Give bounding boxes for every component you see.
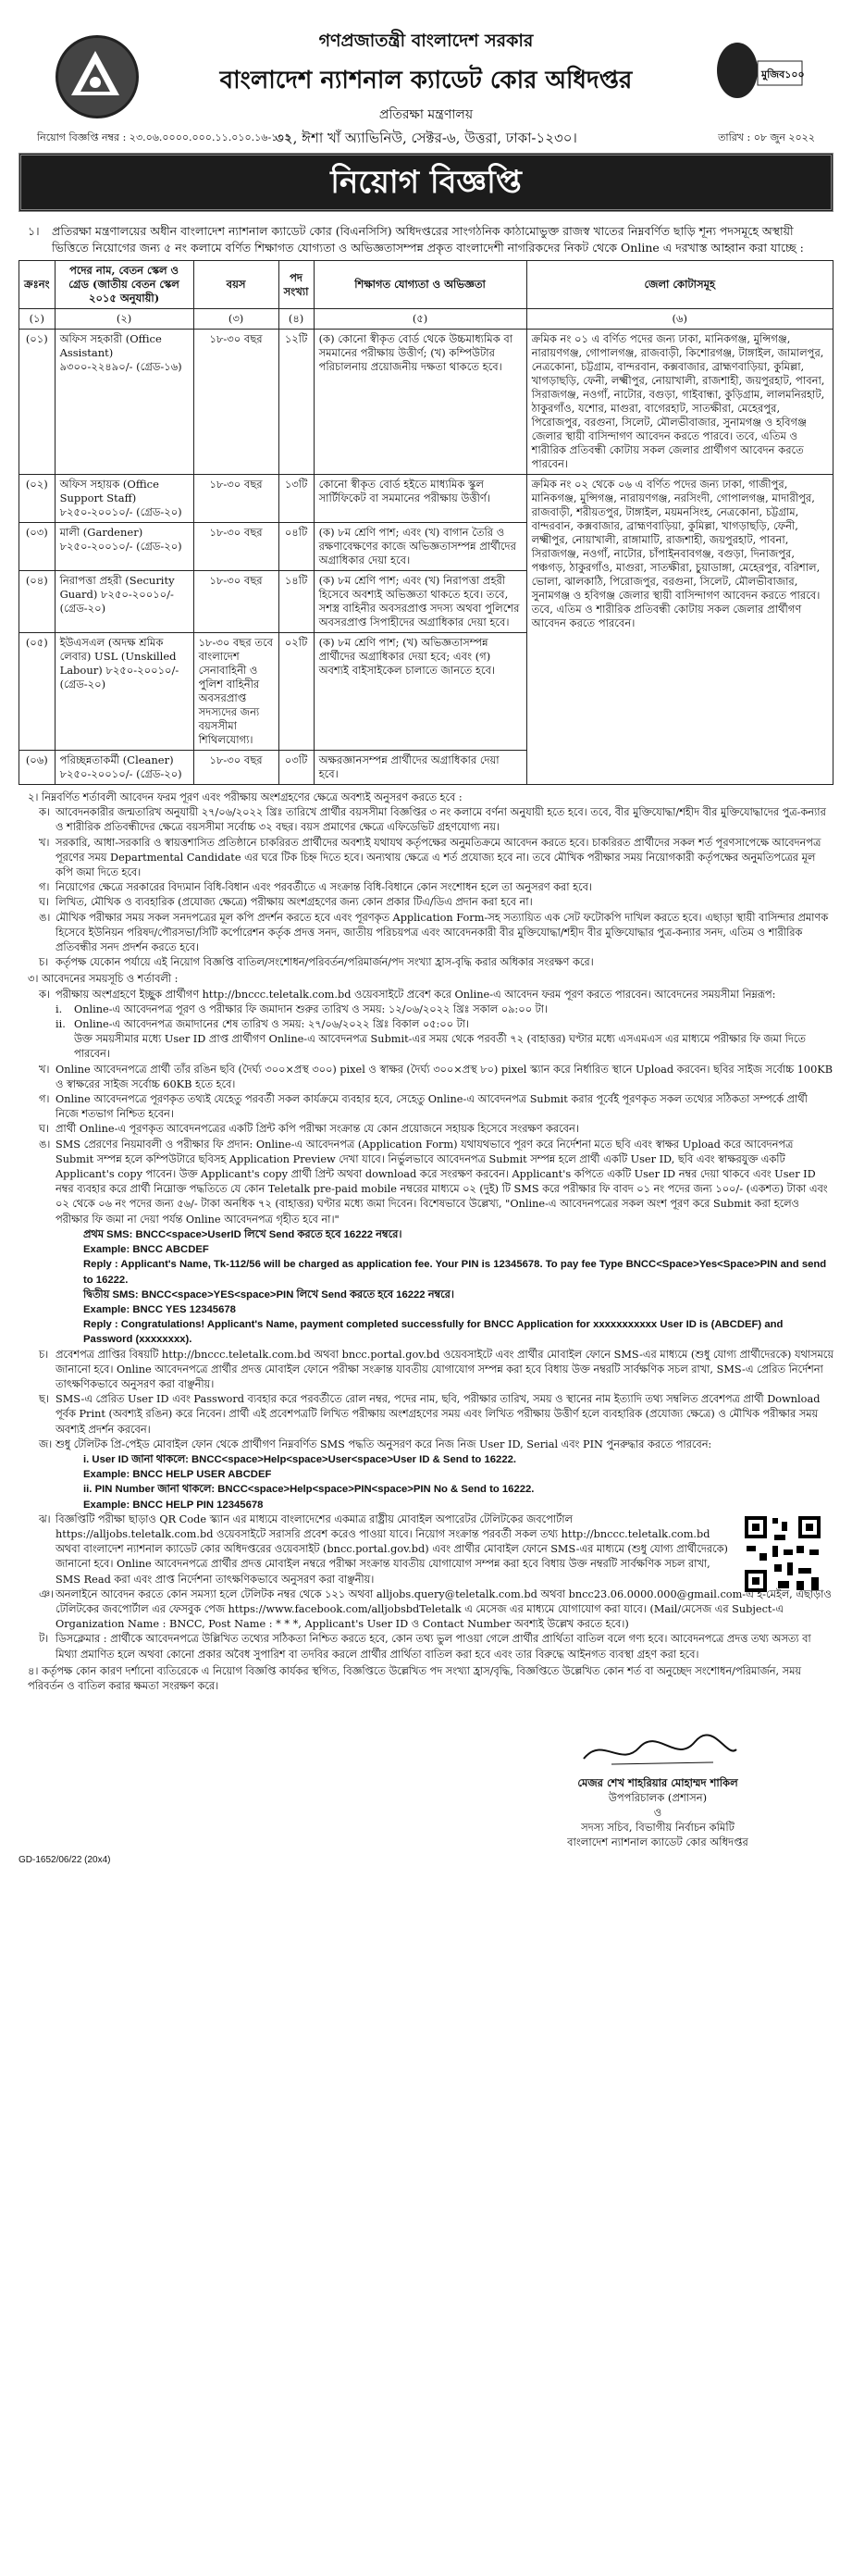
item-label: চ। <box>39 956 49 969</box>
item-label: i. <box>56 1002 63 1015</box>
item-label: গ। <box>39 881 50 894</box>
mujib100-logo-icon <box>710 33 806 107</box>
item-label: ক। <box>39 988 50 1001</box>
address-line: ৩২, ঈশা খাঁ অ্যাভিনিউ, সেক্টর-৬, উত্তরা, ঢাকা-১২৩০। <box>275 130 577 146</box>
row-serial: (০৪) <box>19 571 56 633</box>
row-count: ০২টি <box>278 633 314 751</box>
admit-card-text: প্রবেশপত্র প্রাপ্তির বিষয়টি http://bnccc.teletalk.com.bd অথবা bncc.portal.gov.bd ওয়েবসাইটে এবং প্রার্থীর মোবাইল ফোনে SMS-এর মাধ্যমে (শুধু যোগ্য প্রার্থীদেরকে) যথাসময়ে জানানো হবে। Online আবেদনপত্রে প্রার্থীর প্রদত্ত মোবাইল ফোনে পরীক্ষা সংক্রান্ত যাবতীয় যোগাযোগ সম্পন্ন করা হবে বিধায় উক্ত নম্বরটি সার্বক্ষণিক সচল রাখা, SMS-এ প্রেরিত নির্দেশনা তাৎক্ষণিকভাবে অনুসরণ করা বাঞ্ছনীয়। <box>56 1348 833 1390</box>
sms-line: Reply : Applicant's Name, Tk-112/56 will be charged as application fee. Your PIN is 12345678. To pay fee Type BNCC<Space>Yes<Space>PIN and send to 16222. <box>83 1259 827 1286</box>
section-4-text: ৪। কর্তৃপক্ষ কোন কারণ দর্শানো ব্যতিরেকে এ নিয়োগ বিজ্ঞপ্তি কার্যকর স্থগিত, বিজ্ঞপ্তিতে উল্লেখিত পদ সংখ্যা হ্রাস/বৃদ্ধি, বিজ্ঞপ্তিতে উল্লেখিত কোন শর্ত বা অনুচ্ছেদ সংশোধন/পরিমার্জন, সময় পরিবর্তন ও বাতিল করার ক্ষমতা সংরক্ষণ করে। <box>28 1664 802 1692</box>
para-number: ১। <box>28 224 40 238</box>
print-copy-text: প্রার্থী Online-এ পূরণকৃত আবেদনপত্রের একটি প্রিন্ট কপি পরীক্ষা সংক্রান্ত যে কোন প্রয়োজনে সহায়ক হিসেবে সংরক্ষণ করবেন। <box>56 1123 579 1136</box>
item-label: জ। <box>39 1437 53 1450</box>
row-post: অফিস সহায়ক (Office Support Staff) ৮২৫০-২০০১০/- (গ্রেড-২০) <box>55 475 193 523</box>
item-label: ii. <box>83 1484 93 1496</box>
sms-rules-text: SMS প্রেরণের নিয়মাবলী ও পরীক্ষার ফি প্রদান: Online-এ আবেদনপত্র (Application Form) যথাযথভাবে পূরণ করে নির্দেশনা মতে ছবি এবং স্বাক্ষর Upload করে আবেদনপত্র Submit সম্পন্ন হলে কম্পিউটারে ছবিসহ Application Preview দেখা যাবে। নির্ভুলভাবে আবেদনপত্র Submit সম্পন্ন হলে প্রার্থী একটি User ID, ছবি এবং স্বাক্ষরযুক্ত একটি Applicant's copy পাবেন। উক্ত Applicant's copy প্রার্থী প্রিন্ট অথবা download করে সংরক্ষণ করবেন। Applicant's কপিতে একটি User ID নম্বর দেয়া থাকবে এবং User ID নম্বর ব্যবহার করে প্রার্থী নিম্নোক্ত পদ্ধতিতে যে কোন Teletalk pre-paid mobile নম্বরের মাধ্যমে ০২ (দুই) টি SMS করে পরীক্ষার ফি বাবদ ০১ নং পদের জন্য ১০০/- (একশত) টাকা এবং ০২ থেকে ০৬ নং পদের জন্য ৫৬/- টাকা অনধিক ৭২ (বাহাত্তর) ঘণ্টার মধ্যে জমা দিবেন। বিশেষভাবে উল্লেখ্য, "Online-এ আবেদনপত্রের সকল অংশ পূরণ করে Submit করা হলেও পরীক্ষার ফি জমা না দেয়া পর্যন্ত Online আবেদনপত্র গৃহীত হবে না।" <box>56 1138 828 1226</box>
item-label: চ। <box>39 1348 49 1361</box>
row-count: ০৩টি <box>278 751 314 785</box>
row-age: ১৮-৩০ বছর <box>193 475 278 523</box>
schedule-start: Online-এ আবেদনপত্র পূরণ ও পরীক্ষার ফি জমাদান শুরুর তারিখ ও সময়: ১২/০৬/২০২২ খ্রিঃ সকাল ০৯:০০ টা। <box>74 1002 548 1015</box>
admit-download-text: SMS-এ প্রেরিত User ID এবং Password ব্যবহার করে পরবর্তীতে রোল নম্বর, পদের নাম, ছবি, পরীক্ষার তারিখ, সময় ও স্থানের নাম ইত্যাদি তথ্য সম্বলিত প্রবেশপত্র প্রার্থী Download পূর্বক Print (অবশ্যই রঙিন) করে নিবেন। প্রার্থী এই প্রবেশপত্রটি লিখিত পরীক্ষায় অংশগ্রহণের সময় এবং লিখিত পরীক্ষায় উত্তীর্ণ হলে ব্যবহারিক (প্রযোজ্য ক্ষেত্রে) ও মৌখিক পরীক্ষার সময় অবশ্যই প্রদর্শন করবেন। <box>56 1393 821 1436</box>
item-label: ক। <box>39 806 50 819</box>
intro-text: প্রতিরক্ষা মন্ত্রণালয়ের অধীন বাংলাদেশ ন্যাশনাল ক্যাডেট কোর (বিএনসিসি) অধিদপ্তরের সাংগঠনিক কাঠামোভুক্ত রাজস্ব খাতের নিম্নবর্ণিত ছাড়ি শূন্য পদসমূহে অস্থায়ী ভিত্তিতে নিয়োগের জন্য ৫ নং কলামে বর্ণিত শিক্ষাগত যোগ্যতা ও অভিজ্ঞতাসম্পন্ন প্রকৃত বাংলাদেশী নাগরিকদের নিকট থেকে Online এ দরখাস্ত আহ্বান করা যাচ্ছে : <box>52 224 804 255</box>
bncc-logo-icon <box>56 35 139 118</box>
memo-number: নিয়োগ বিজ্ঞপ্তি নম্বর : ২৩.০৬.০০০০.০০০.১১.০১০.১৬-১০৭ <box>37 131 291 143</box>
row-post: পরিচ্ছন্নতাকর্মী (Cleaner) ৮২৫০-২০০১০/- (গ্রেড-২০) <box>55 751 193 785</box>
recovery-line: Example: BNCC HELP USER ABCDEF <box>83 1469 272 1481</box>
schedule-note: উক্ত সময়সীমার মধ্যে User ID প্রাপ্ত প্রার্থীগণ Online-এ আবেদনপত্র Submit-এর সময় থেকে পরবর্তী ৭২ (বাহাত্তর) ঘণ্টার মধ্যে এসএমএস এর মাধ্যমে পরীক্ষার ফি জমা দিতে পারবেন। <box>74 1033 806 1061</box>
row-post: অফিস সহকারী (Office Assistant) ৯৩০০-২২৪৯০/- (গ্রেড-১৬) <box>55 330 193 475</box>
item-label: গ। <box>39 1093 50 1106</box>
row-age: ১৮-৩০ বছর <box>193 751 278 785</box>
intro-paragraph <box>19 223 833 256</box>
item-label: i. <box>83 1453 90 1465</box>
signatory-title: উপপরিচালক (প্রশাসন) <box>608 1791 708 1805</box>
item-label: ঙ। <box>39 1138 51 1151</box>
item-label: ট। <box>39 1633 49 1646</box>
row-age: ১৮-৩০ বছর তবে বাংলাদেশ সেনাবাহিনী ও পুলিশ বাহিনীর অবসরপ্রাপ্ত সদস্যদের জন্য বয়সসীমা শিথিলযোগ্য। <box>193 633 278 751</box>
print-code: GD-1652/06/22 (20x4) <box>19 1855 111 1866</box>
row-serial: (০৬) <box>19 751 56 785</box>
recovery-line: Example: BNCC HELP PIN 12345678 <box>83 1499 264 1511</box>
accuracy-text: Online আবেদনপত্রে পূরণকৃত তথ্যই যেহেতু পরবর্তী সকল কার্যক্রমে ব্যবহার হবে, সেহেতু Online-এ আবেদনপত্র Submit করার পূর্বেই পূরণকৃত সকল তথ্যের সঠিকতা সম্পর্কে প্রার্থী নিজে শতভাগ নিশ্চিত হবেন। <box>56 1093 808 1121</box>
mujib100-logo-text: মুজিব১০০ <box>761 68 805 81</box>
recovery-line: User ID জানা থাকলে: BNCC<space>Help<space>User<space>User ID & Send to 16222. <box>92 1453 517 1465</box>
schedule-end: Online-এ আবেদনপত্র জমাদানের শেষ তারিখ ও সময়: ২৭/০৬/২০২২ খ্রিঃ বিকাল ০৫:০০ টা। <box>74 1018 470 1031</box>
col-number: (৫) <box>314 309 526 330</box>
signature-block <box>519 1731 796 1849</box>
row-quota: ক্রমিক নং ০২ থেকে ০৬ এ বর্ণিত পদের জন্য ঢাকা, গাজীপুর, মানিকগঞ্জ, মুন্সিগঞ্জ, নারায়ণগঞ্জ, নরসিংদী, গোপালগঞ্জ, মাদারীপুর, রাজবাড়ী, শরীয়তপুর, টাঙ্গাইল, ময়মনসিংহ, নেত্রকোনা, চট্টগ্রাম, বান্দরবান, কক্সবাজার, ব্রাহ্মণবাড়িয়া, কুমিল্লা, খাগড়াছড়ি, ফেনী, লক্ষ্মীপুর, নোয়াখালী, রাঙ্গামাটি, রাজশাহী, জয়পুরহাট, পাবনা, সিরাজগঞ্জ, নওগাঁ, নাটোর, চাঁপাইনবাবগঞ্জ, বগুড়া, দিনাজপুর, পঞ্চগড়, ঠাকুরগাঁও, মাগুরা, সাতক্ষীরা, চুয়াডাঙ্গা, মেহেরপুর, বরিশাল, ভোলা, ঝালকাঠি, পিরোজপুর, বরগুনা, সিলেট, মৌলভীবাজার, সুনামগঞ্জ ও হবিগঞ্জ জেলার স্থায়ী বাসিন্দাগণ আবেদন করতে পারবে। তবে, এতিম ও শারীরিক প্রতিবন্ধী কোটায় সকল জেলার প্রার্থীগণ আবেদন করতে পারবেন। <box>526 475 833 785</box>
recovery-line: PIN Number জানা থাকলে: BNCC<space>Help<space>PIN<space>PIN No & Send to 16222. <box>94 1484 535 1496</box>
condition-text: লিখিত, মৌখিক ও ব্যবহারিক (প্রযোজ্য ক্ষেত্রে) পরীক্ষায় অংশগ্রহণের জন্য কোন প্রকার টিএ/ডিএ প্রদান করা হবে না। <box>56 896 533 909</box>
col-header-qualification: শিক্ষাগত যোগ্যতা ও অভিজ্ঞতা <box>314 261 526 309</box>
item-label: ঝ। <box>39 1512 51 1525</box>
col-header-serial: ক্রঃনং <box>19 261 56 309</box>
recovery-block <box>19 1452 833 1512</box>
govt-line: গণপ্রজাতন্ত্রী বাংলাদেশ সরকার <box>318 31 534 51</box>
col-number: (৬) <box>526 309 833 330</box>
col-header-age: বয়স <box>193 261 278 309</box>
committee-title: সদস্য সচিব, বিভাগীয় নির্বাচন কমিটি <box>581 1821 735 1835</box>
sms-line: Example: BNCC YES 12345678 <box>83 1303 236 1315</box>
row-qualification: (ক) ৮ম শ্রেণি পাশ; (খ) অভিজ্ঞতাসম্পন্ন প্রার্থীদের অগ্রাধিকার দেয়া হবে; এবং (গ) অবশ্যই বাইসাইকেল চালাতে জানতে হবে। <box>314 633 526 751</box>
table-row <box>19 330 833 475</box>
section-3-heading: ৩। আবেদনের সময়সূচি ও শর্তাবলী : <box>28 973 179 986</box>
recovery-text: শুধু টেলিটক প্রি-পেইড মোবাইল ফোন থেকে প্রার্থীগণ নিম্নবর্ণিত SMS পদ্ধতি অনুসরণ করে নিজ নিজ User ID, Serial এবং PIN পুনরুদ্ধার করতে পারবেন: <box>56 1437 712 1450</box>
row-quota: ক্রমিক নং ০১ এ বর্ণিত পদের জন্য ঢাকা, মানিকগঞ্জ, মুন্সিগঞ্জ, নারায়ণগঞ্জ, গোপালগঞ্জ, রাজবাড়ী, কিশোরগঞ্জ, টাঙ্গাইল, জামালপুর, নেত্রকোনা, চট্টগ্রাম, বান্দরবান, কক্সবাজার, ব্রাহ্মণবাড়িয়া, কুমিল্লা, খাগড়াছড়ি, ফেনী, লক্ষ্মীপুর, নোয়াখালী, রাজশাহী, জয়পুরহাট, পাবনা, সিরাজগঞ্জ, নওগাঁ, নাটোর, বগুড়া, গাইবান্ধা, কুড়িগ্রাম, লালমনিরহাট, ঠাকুরগাঁও, যশোর, মাগুরা, বাগেরহাট, সাতক্ষীরা, মেহেরপুর, পিরোজপুর, বরগুনা, সিলেট, মৌলভীবাজার, সুনামগঞ্জ ও হবিগঞ্জ জেলার স্থায়ী বাসিন্দাগণ আবেদন করতে পারবে। তবে, এতিম ও শারীরিক প্রতিবন্ধী কোটায় সকল জেলার প্রার্থীগণ আবেদন করতে পারবেন। <box>526 330 833 475</box>
signatory-name: মেজর শেখ শাহরিয়ার মোহাম্মদ শাকিল <box>577 1776 738 1790</box>
row-age: ১৮-৩০ বছর <box>193 523 278 571</box>
col-header-post: পদের নাম, বেতন স্কেল ও গ্রেড (জাতীয় বেতন স্কেল ২০১৫ অনুযায়ী) <box>55 261 193 309</box>
notice-date: তারিখ : ০৮ জুন ২০২২ <box>718 131 815 143</box>
schedule-text: পরীক্ষায় অংশগ্রহণে ইচ্ছুক প্রার্থীগণ http://bnccc.teletalk.com.bd ওয়েবসাইটে প্রবেশ করে Online-এ আবেদন ফরম পূরণ করতে পারবেন। আবেদনের সময়সীমা নিম্নরূপ: <box>56 988 776 1001</box>
col-number: (১) <box>19 309 56 330</box>
conditions-section <box>19 790 833 1694</box>
ministry-line: প্রতিরক্ষা মন্ত্রণালয় <box>378 107 474 122</box>
row-count: ১৪টি <box>278 571 314 633</box>
vacancy-table <box>19 260 833 785</box>
notice-page <box>19 0 833 1865</box>
item-label: ছ। <box>39 1393 49 1406</box>
org-name: বাংলাদেশ ন্যাশনাল ক্যাডেট কোর অধিদপ্তর <box>219 67 633 94</box>
col-header-count: পদ সংখ্যা <box>278 261 314 309</box>
signature-icon <box>574 1731 741 1772</box>
row-count: ০৪টি <box>278 523 314 571</box>
section-2-heading: ২। নিম্নবর্ণিত শর্তাবলী আবেদন ফরম পূরণ এবং পরীক্ষায় অংশগ্রহণের ক্ষেত্রে অবশ্যই অনুসরণ করতে হবে : <box>28 791 463 803</box>
item-label: ঙ। <box>39 911 51 924</box>
item-label: ii. <box>56 1018 66 1031</box>
condition-text: আবেদনকারীর জন্মতারিখ অনুযায়ী ২৭/০৬/২০২২ খ্রিঃ তারিখে প্রার্থীর বয়সসীমা বিজ্ঞপ্তির ৩ নং কলামে বর্ণনা অনুযায়ী হতে হবে। তবে, বীর মুক্তিযোদ্ধা/শহীদ বীর মুক্তিযোদ্ধাদের পুত্র-কন্যার ও শারীরিক প্রতিবন্ধীদের ক্ষেত্রে বয়সসীমা সর্বোচ্চ ৩২ বছর। বয়স প্রমাণের ক্ষেত্রে এফিডেভিট গ্রহণযোগ্য নয়। <box>56 806 826 834</box>
sms-example-block <box>19 1227 833 1348</box>
col-number: (২) <box>55 309 193 330</box>
org-title: বাংলাদেশ ন্যাশনাল ক্যাডেট কোর অধিদপ্তর <box>567 1836 748 1849</box>
col-number: (৩) <box>193 309 278 330</box>
row-qualification: কোনো স্বীকৃত বোর্ড হইতে মাধ্যমিক স্কুল সার্টিফিকেট বা সমমানের পরীক্ষায় উত্তীর্ণ। <box>314 475 526 523</box>
condition-text: মৌখিক পরীক্ষার সময় সকল সনদপত্রের মূল কপি প্রদর্শন করতে হবে এবং পূরণকৃত Application Form-সহ সত্যায়িত এক সেট ফটোকপি দাখিল করতে হবে। এছাড়া স্থায়ী বাসিন্দার প্রমাণক হিসেবে ইউনিয়ন পরিষদ/পৌরসভা/সিটি কর্পোরেশন কর্তৃক প্রদত্ত সনদ, জাতীয় পরিচয়পত্র এবং আবেদনকারী বীর মুক্তিযোদ্ধা/শহীদ বীর মুক্তিযোদ্ধার পুত্র-কন্যার সনদ, এতিম ও শারীরিক প্রতিবন্ধীর সনদ প্রদর্শন করতে হবে। <box>56 911 829 954</box>
row-count: ১২টি <box>278 330 314 475</box>
qr-code-icon[interactable] <box>741 1512 824 1596</box>
condition-text: নিয়োগের ক্ষেত্রে সরকারের বিদ্যমান বিধি-বিধান এবং পরবর্তীতে এ সংক্রান্ত বিধি-বিধানে কোন সংশোধন হলে তা অনুসরণ করা হবে। <box>56 881 592 894</box>
row-serial: (০১) <box>19 330 56 475</box>
col-header-quota: জেলা কোটাসমূহ <box>526 261 833 309</box>
row-qualification: অক্ষরজ্ঞানসম্পন্ন প্রার্থীদের অগ্রাধিকার দেয়া হবে। <box>314 751 526 785</box>
row-post: নিরাপত্তা প্রহরী (Security Guard) ৮২৫০-২০০১০/- (গ্রেড-২০) <box>55 571 193 633</box>
disclaimer-text: ডিসক্লেমার : প্রার্থীকে আবেদনপত্রে উল্লিখিত তথ্যের সঠিকতা নিশ্চিত করতে হবে, কোন তথ্য ভুল পাওয়া গেলে প্রার্থীর প্রার্থিতা বাতিল বলে গণ্য হবে। আবেদনপত্রে প্রদত্ত তথ্য অসত্য বা মিথ্যা প্রমাণিত হলে অথবা কোনো প্রকার অবৈধ সুপারিশ বা তদবির করলে প্রার্থীর প্রার্থিতা বাতিল করা হবে এবং তার বিরুদ্ধে আইনগত ব্যবস্থা গ্রহণ করা হবে। <box>56 1633 811 1661</box>
photo-upload-text: Online আবেদনপত্রে প্রার্থী তাঁর রঙিন ছবি (দৈর্ঘ্য ৩০০×প্রস্থ ৩০০) pixel ও স্বাক্ষর (দৈর্ঘ্য ৩০০×প্রস্থ ৮০) pixel স্ক্যান করে নির্ধারিত স্থানে Upload করবেন। ছবির সাইজ সর্বোচ্চ 100KB ও স্বাক্ষরের সাইজ সর্বোচ্চ 60KB হতে হবে। <box>56 1063 833 1090</box>
item-label: খ। <box>39 1063 50 1076</box>
table-row <box>19 475 833 523</box>
row-serial: (০২) <box>19 475 56 523</box>
row-qualification: (ক) ৮ম শ্রেণি পাশ; এবং (খ) নিরাপত্তা প্রহরী হিসেবে অবশ্যই অভিজ্ঞতা থাকতে হবে। তবে, সশস্ত্র বাহিনীর অবসরপ্রাপ্ত সদস্য অথবা পুলিশের অবসরপ্রাপ্ত সিপাহীদের অগ্রাধিকার দেয়া হবে। <box>314 571 526 633</box>
sms-line: দ্বিতীয় SMS: BNCC<space>YES<space>PIN লিখে Send করতে হবে 16222 নম্বরে। <box>83 1288 454 1300</box>
sms-line: প্রথম SMS: BNCC<space>UserID লিখে Send করতে হবে 16222 নম্বরে। <box>83 1228 402 1240</box>
condition-text: সরকারি, আধা-সরকারি ও স্বায়ত্তশাসিত প্রতিষ্ঠানে চাকরিরত প্রার্থীদের অবশ্যই যথাযথ কর্তৃপক্ষের অনুমতিক্রমে আবেদন করতে হবে। চাকরিরত প্রার্থীদের সকল শর্ত পূরণসাপেক্ষে আবেদনপত্র পূরণের সময় Departmental Candidate এর ঘরে টিক চিহ্ন দিতে হবে। অন্যথায় ক্ষেত্রে এ শর্ত প্রযোজ্য হবে না। তবে মৌখিক পরীক্ষার সময় নিয়োগকারী কর্তৃপক্ষের অনুমতিপত্রের মূল কপি জমা দিতে হবে। <box>56 836 821 879</box>
sms-line: Reply : Congratulations! Applicant's Name, payment completed successfully for BNCC Application for xxxxxxxxxxx User ID is (ABCDEF) and Password (xxxxxxxx). <box>83 1319 784 1346</box>
helpline-text: অনলাইনে আবেদন করতে কোন সমস্যা হলে টেলিটক নম্বর থেকে ১২১ অথবা alljobs.query@teletalk.com.bd অথবা bncc23.06.0000.000@gmail.com-এ ই-মেইল, এছাড়াও টেলিটকের জবপোর্টাল এর ফেসবুক পেজ https://www.facebook.com/alljobsbdTeletalk এ মেসেজ এর মাধ্যমে যোগাযোগ করা যাবে। (Mail/মেসেজ এর Subject-এ Organization Name : BNCC, Post Name : * * *, Applicant's User ID ও Contact Number অবশ্যই উল্লেখ করতে হবে।) <box>56 1587 832 1631</box>
item-label: খ। <box>39 836 50 849</box>
sms-line: Example: BNCC ABCDEF <box>83 1244 209 1256</box>
condition-text: কর্তৃপক্ষ যেকোন পর্যায়ে এই নিয়োগ বিজ্ঞপ্তি বাতিল/সংশোধন/পরিবর্তন/পরিমার্জন/পদ সংখ্যা হ্রাস-বৃদ্ধি করার অধিকার সংরক্ষণ করে। <box>56 956 594 969</box>
row-serial: (০৩) <box>19 523 56 571</box>
notice-banner: নিয়োগ বিজ্ঞপ্তি <box>19 153 833 212</box>
item-label: ঘ। <box>39 896 50 909</box>
row-qualification: (ক) কোনো স্বীকৃত বোর্ড থেকে উচ্চমাধ্যমিক বা সমমানের পরীক্ষায় উত্তীর্ণ; (খ) কম্পিউটার পরিচালনায় প্রয়োজনীয় দক্ষতা থাকতে হবে। <box>314 330 526 475</box>
row-qualification: (ক) ৮ম শ্রেণি পাশ; এবং (খ) বাগান তৈরি ও রক্ষণাবেক্ষণের কাজে অভিজ্ঞতাসম্পন্ন প্রার্থীদের অগ্রাধিকার দেয়া হবে। <box>314 523 526 571</box>
signatory-and: ও <box>653 1806 662 1820</box>
row-age: ১৮-৩০ বছর <box>193 571 278 633</box>
qr-info-text: বিজ্ঞপ্তিটি পরীক্ষা ছাড়াও QR Code স্ক্যান এর মাধ্যমে বাংলাদেশের একমাত্র রাষ্ট্রীয় মোবাইল অপারেটর টেলিটকের জবপোর্টাল https://alljobs.teletalk.com.bd ওয়েবসাইটে সরাসরি প্রবেশ করেও পাওয়া যাবে। নিয়োগ সংক্রান্ত পরবর্তী সকল তথ্য http://bnccc.teletalk.com.bd অথবা বাংলাদেশ ন্যাশনাল ক্যাডেট কোর অধিদপ্তরের ওয়েবসাইট (bncc.portal.gov.bd) এবং প্রার্থীর মোবাইল ফোনে SMS-এর মাধ্যমে (শুধু যোগ্য প্রার্থীদেরকে) জানানো হবে। Online আবেদনপত্রে প্রার্থীর প্রদত্ত মোবাইল নম্বরে পরীক্ষা সংক্রান্ত যাবতীয় যোগাযোগ সম্পন্ন করা হবে বিধায় উক্ত নম্বরটি সার্বক্ষণিক সচল রাখা, SMS Read করা এবং প্রাপ্ত নির্দেশনা তাৎক্ষণিকভাবে অনুসরণ করা বাঞ্ছনীয়। <box>56 1512 728 1586</box>
row-count: ১৩টি <box>278 475 314 523</box>
item-label: ঘ। <box>39 1123 50 1136</box>
row-age: ১৮-৩০ বছর <box>193 330 278 475</box>
col-number: (৪) <box>278 309 314 330</box>
item-label: ঞ। <box>39 1587 54 1600</box>
row-serial: (০৫) <box>19 633 56 751</box>
row-post: মালী (Gardener) ৮২৫০-২০০১০/- (গ্রেড-২০) <box>55 523 193 571</box>
row-post: ইউএসএল (অদক্ষ শ্রমিক লেবার) USL (Unskilled Labour) ৮২৫০-২০০১০/- (গ্রেড-২০) <box>55 633 193 751</box>
